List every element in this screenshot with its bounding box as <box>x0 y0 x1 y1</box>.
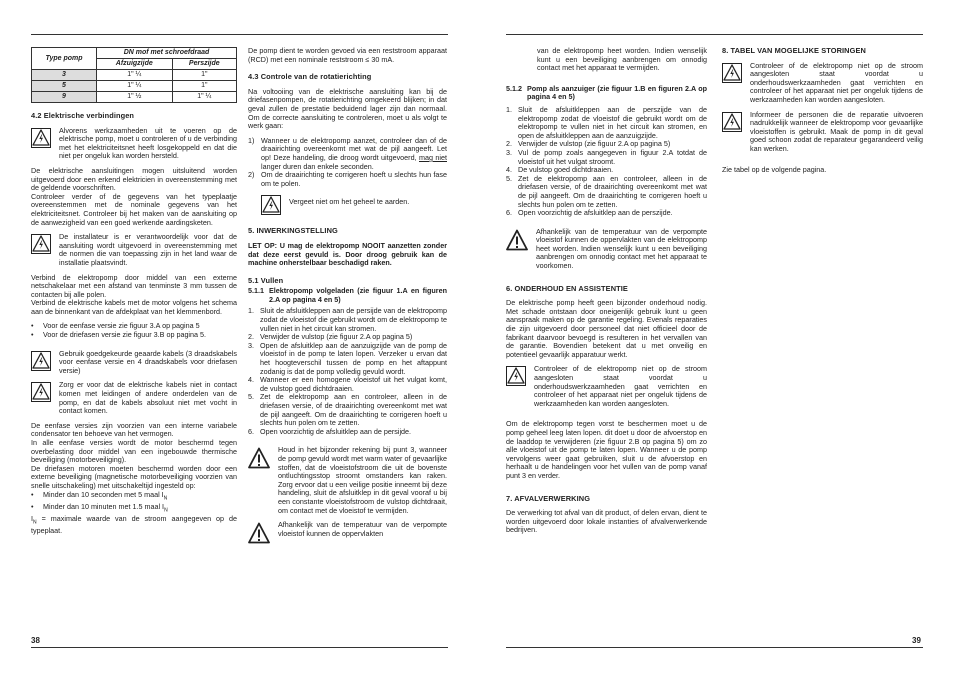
paragraph: De driefasen motoren moeten beschermd worden door een externe beveiliging (magnetische motorbeveiliging voorzien van snelle uitschakeling) met uitschakeltijd ingesteld op: <box>31 463 237 490</box>
section-8-title: 8. TABEL VAN MOGELIJKE STORINGEN <box>722 46 866 55</box>
note-disconnect: Alvorens werkzaamheden uit te voeren op de elektrische pomp, moet u controleren of u de verbinding met het elektriciteitsnet heeft losgekoppeld en dat die niet per ongeluk kan worden hersteld. <box>31 127 237 161</box>
paragraph: $I_N$ = maximale waarde van de stroom aangegeven op de typeplaat. <box>31 513 237 535</box>
paragraph: De elektrische pomp heeft geen bijzonder onderhoud nodig. Met schade ontstaan door oneigenlijk gebruik kunt u geen aanspraak maken op de garantie regeling. Evenals reparaties die zijn uitgevoerd door personeel dat niet officieel door de fabrikant daarvoor bevoegd is resulteren in het vervallen van de garantie. Bovendien betekent dat u met onveilig en potentieel gevaarlijk apparatuur werkt. <box>506 298 707 359</box>
right-column-2 <box>722 47 923 174</box>
top-rule-left <box>31 34 448 35</box>
paragraph: De pomp dient te worden gevoed via een reststroom apparaat (RCD) met een nominale reststroom ≤ 30 mA. <box>248 46 447 64</box>
section-7-title: 7. AFVALVERWERKING <box>506 493 591 503</box>
note-installer: De installateur is er verantwoordelijk voor dat de aansluiting wordt uitgevoerd in overeenstemming met de normen die van toepassing zijn in het land waar de installatie plaatsvindt. <box>31 233 237 267</box>
section-4-3-title: 4.3 Controle van de rotatierichting <box>248 72 372 82</box>
list-item: • Voor de driefasen versie zie figuur 3.B op pagina 5. <box>31 330 207 340</box>
bottom-rule-left <box>31 647 448 648</box>
list-item: 3. Vul de pomp zoals aangegeven in figuur 2.A totdat de vloeistof uit het vulgat stroomt. <box>506 147 707 166</box>
paragraph: De eenfase versies zijn voorzien van een interne variabele condensator ten behoeve van het vermogen. <box>31 420 237 439</box>
paragraph: Zie tabel op de volgende pagina. <box>722 164 827 174</box>
section-6-title: 6. ONDERHOUD EN ASSISTENTIE <box>506 283 628 293</box>
list-item: 4. Wanneer er een homogene vloeistof uit het vulgat komt, de vulstop goed dichtdraaien. <box>248 375 447 393</box>
list-item: 1) Wanneer u de elektropomp aanzet, controleer dan of de draairichting overeenkomt met wat de pijl aangeeft. Let op! Deze handeling, die droog wordt uitgevoerd, mag niet langer duren dan enkele seconden. <box>248 135 447 171</box>
list-item: 6. Open voorzichtig de afsluitklep aan de persijde. <box>248 426 412 436</box>
page-number-left: 38 <box>31 636 40 645</box>
list-item: 1. Sluit de afsluitkleppen aan de persijde van de elektropomp zodat de vloeistof die gebruikt wordt om de elektropomp te vullen niet in het circuit kan stromen. <box>248 306 447 333</box>
warning-triangle-icon <box>248 447 270 469</box>
list-item: 6. Open voorzichtig de afsluitklep aan de perszijde. <box>506 208 673 218</box>
list-item: • Minder dan 10 minuten met 1.5 maal $I_N$ <box>31 501 168 514</box>
warning-triangle-icon <box>248 522 270 544</box>
list-item: 2) Om de draairichting te corrigeren hoeft u slechts hun fase om te polen. <box>248 170 447 188</box>
note-grounded-cables: Gebruik goedgekeurde geaarde kabels (3 draadskabels voor eenfase versie en 4 draadskabels voor driefasen versie) <box>31 350 237 376</box>
list-item: 5. Zet de elektropomp aan en controleer, alleen in de driefasen versie, of de draairichting overeenkomt met wat de pijl aangeeft. Om de draairichting te corrigeren hoeft u slechts hun polen om te zetten. <box>248 392 447 428</box>
note-hazardous-liquids: Informeer de personen die de reparatie uitvoeren nadrukkelijk wanneer de elektropomp voor gevaarlijke vloeistoffen is gebruikt. Maak de pomp in dit geval goed schoon zodat de reparateur gegarandeerd veilig kan werken. <box>722 111 923 154</box>
table-row: 3 1" ¼ 1" <box>32 70 237 81</box>
figure-reference-list <box>31 322 237 339</box>
paragraph: Verbind de elektropomp door middel van een externe netschakelaar met een afstand van tenminste 3 mm tussen de contacten bij alle polen. <box>31 272 237 299</box>
table-header-discharge: Perszijde <box>172 59 236 70</box>
list-item: 1. Sluit de afsluitkleppen aan de perszijde van de elektropomp zodat de vloeistof die gebruikt wordt om de elektropomp te vullen niet in het circuit kan stromen, en open de afsluitkleppen aan de aanzuigzijde. <box>506 104 707 140</box>
electrical-hazard-icon <box>722 63 742 83</box>
paragraph: In alle eenfase versies wordt de motor beschermd tegen overbelasting door middel van een ingebouwde thermische beveiliging (motorbeveiliging). <box>31 438 237 465</box>
electrical-hazard-icon <box>722 112 742 132</box>
paragraph: Verbind de elektrische kabels met de motor volgens het schema aan de binnenkant van de afdekplaat van het klemmenbord. <box>31 298 237 316</box>
table-header-suction: Afzuigzijde <box>97 59 173 70</box>
paragraph: De elektrische aansluitingen mogen uitsluitend worden uitgevoerd door een erkend elektricien in overeenstemming met de geldende voorschriften. <box>31 165 237 193</box>
rotation-check-list <box>248 137 447 189</box>
electrical-hazard-icon <box>31 382 51 402</box>
left-column-1 <box>31 47 237 535</box>
table-header-type: Type pomp <box>32 48 97 70</box>
electrical-hazard-icon <box>506 366 526 386</box>
list-item: • Voor de eenfase versie zie figuur 3.A op pagina 5 <box>31 321 200 331</box>
paragraph: Controleer verder of de gegevens van het typeplaatje overeenstemmen met de nominale gegevens van het elektriciteitsnet. Controleer bij het maken van de aansluiting op de aanwezigheid van een goed werkende aardingsketen. <box>31 191 237 227</box>
note-fault-disconnect: Controleer of de elektropomp niet op de stroom aangesloten staat voordat u onderhoudswerkzaamheden gaat verrichten en controleer of het apparaat niet per ongeluk tijdens de werkzaamheden kan worden aangesloten. <box>722 62 923 105</box>
list-item: 4. De vulstop goed dichtdraaien. <box>506 165 614 175</box>
note-hot-surface: Afhankelijk van de temperatuur van de verpompte vloeistof kunnen de oppervlakten <box>248 521 447 544</box>
paragraph: De verwerking tot afval van dit product, of delen ervan, dient te worden uitgevoerd door lokale instanties of afvalverwerkende bedrijven. <box>506 508 707 535</box>
section-5-1-title: 5.1 Vullen <box>248 275 284 285</box>
list-item: 2. Verwijder de vulstop (zie figuur 2.A op pagina 5) <box>248 332 413 342</box>
electrical-hazard-icon <box>31 128 51 148</box>
right-column-1 <box>506 47 707 535</box>
note-hot-liquid: Houd in het bijzonder rekening bij punt 3, wanneer de pomp gevuld wordt met warm water of gevaarlijke stoffen, dat de vloeistofstroom die uit de bovenste ontluchtingsstop stroomt omstanders kan raken. Zorg ervoor dat u een veilige positie inneemt bij deze handeling, sluit de afsluitklep in dit geval vooraf u bij een constante vloeistofstroom de vulstop dichtdraait, om contact met de vloeistof te vermijden. <box>248 446 447 515</box>
warning-triangle-icon <box>506 229 528 251</box>
paragraph: Om de elektropomp tegen vorst te beschermen moet u de pomp geheel leeg laten lopen. dit doet u door de afvoerstop en de laaddop te verwijderen (zie figuur 2.B op pagina 5) om zo alle vloeistof uit de pomp te laten lopen. Wanneer u de pomp vervolgens weer gaat gebruiken, sluit u de afvoerstop en herhaalt u de handelingen voor het vullen van de pomp vanaf punt 3 en verder. <box>506 419 707 480</box>
note-ground: Vergeet niet om het geheel te aarden. <box>261 194 447 215</box>
electrical-hazard-icon <box>31 351 51 371</box>
list-item: • Minder dan 10 seconden met 5 maal $I_N$ <box>31 489 168 501</box>
table-row: 5 1" ¼ 1" <box>32 81 237 92</box>
note-cable-contact: Zorg er voor dat de elektrische kabels niet in contact komen met leidingen of andere onderdelen van de pomp, en dat de kabels absoluut niet met vocht in contact komen. <box>31 381 237 415</box>
left-column-2 <box>248 47 447 550</box>
section-5-title: 5. INWERKINGSTELLING <box>248 226 338 236</box>
top-rule-right <box>506 34 923 35</box>
bottom-rule-right <box>506 647 923 648</box>
paragraph: van de elektropomp heet worden. Indien wenselijk kunt u een beveiliging aanbrengen om onnodig contact met het apparaat te vermijden. <box>537 46 707 73</box>
paragraph: Na voltooiing van de elektrische aansluiting kan bij de driefasenpompen, de rotatierichting omgekeerd blijken; in dat geval zullen de prestatie beduidend lager zijn dan normaal. Om de correcte aansluiting te controleren, moet u als volgt te werk gaan: <box>248 86 447 131</box>
list-item: 3. Open de afsluitklep aan de aanzuigzijde van de pomp de vloeistof in de pomp te laten lopen. Verzeker u ervan dat het hoogteverschil tussen de pomp en het aftappunt zodanig is dat de pomp volledig gevuld wordt. <box>248 340 447 376</box>
note-maintenance-disconnect: Controleer of de elektropomp niet op de stroom aangesloten staat voordat u onderhoudswerkzaamheden gaat verrichten en controleer of het apparaat niet per ongeluk tijdens de werkzaamheden kan worden aangesloten. <box>506 365 707 408</box>
electrical-hazard-icon <box>261 195 281 215</box>
table-header-dn: DN mof met schroefdraad <box>97 48 237 59</box>
trip-time-list <box>31 491 237 515</box>
table-row: 9 1" ½ 1" ¼ <box>32 92 237 103</box>
list-item: 5. Zet de elektropomp aan en controleer, alleen in de driefasen versie, of de draairichting overeenkomt met wat de pijl aangeeft. Om de draairichting te corrigeren hoeft u slechts hun polen om te zetten. <box>506 173 707 209</box>
suction-fill-steps <box>506 106 707 218</box>
list-item: 2. Verwijder de vulstop (zie figuur 2.A op pagina 5) <box>506 139 671 149</box>
section-4-2-title: 4.2 Elektrische verbindingen <box>31 111 135 120</box>
pump-connection-table <box>31 47 237 103</box>
section-5-1-1-title: 5.1.1 Elektropomp volgeladen (zie figuur 1.A en figuren 2.A op pagina 4 en 5) <box>248 286 447 304</box>
page-number-right: 39 <box>912 636 921 645</box>
flooded-fill-steps <box>248 307 447 436</box>
startup-warning: LET OP: U mag de elektropomp NOOIT aanzetten zonder dat deze eerst gevuld is. Door droog gebruik kan de machine onherstelbaar beschadigd raken. <box>248 240 447 268</box>
section-5-1-2-title: 5.1.2 Pomp als aanzuiger (zie figuur 1.B en figuren 2.A op pagina 4 en 5) <box>506 83 707 102</box>
electrical-hazard-icon <box>31 234 51 254</box>
note-hot-surface-2: Afhankelijk van de temperatuur van de verpompte vloeistof kunnen de oppervlakten van de elektropomp heet worden. Indien wenselijk kunt u een beveiliging aanbrengen om onnodig contact met het apparaat te voorkomen. <box>506 228 707 271</box>
